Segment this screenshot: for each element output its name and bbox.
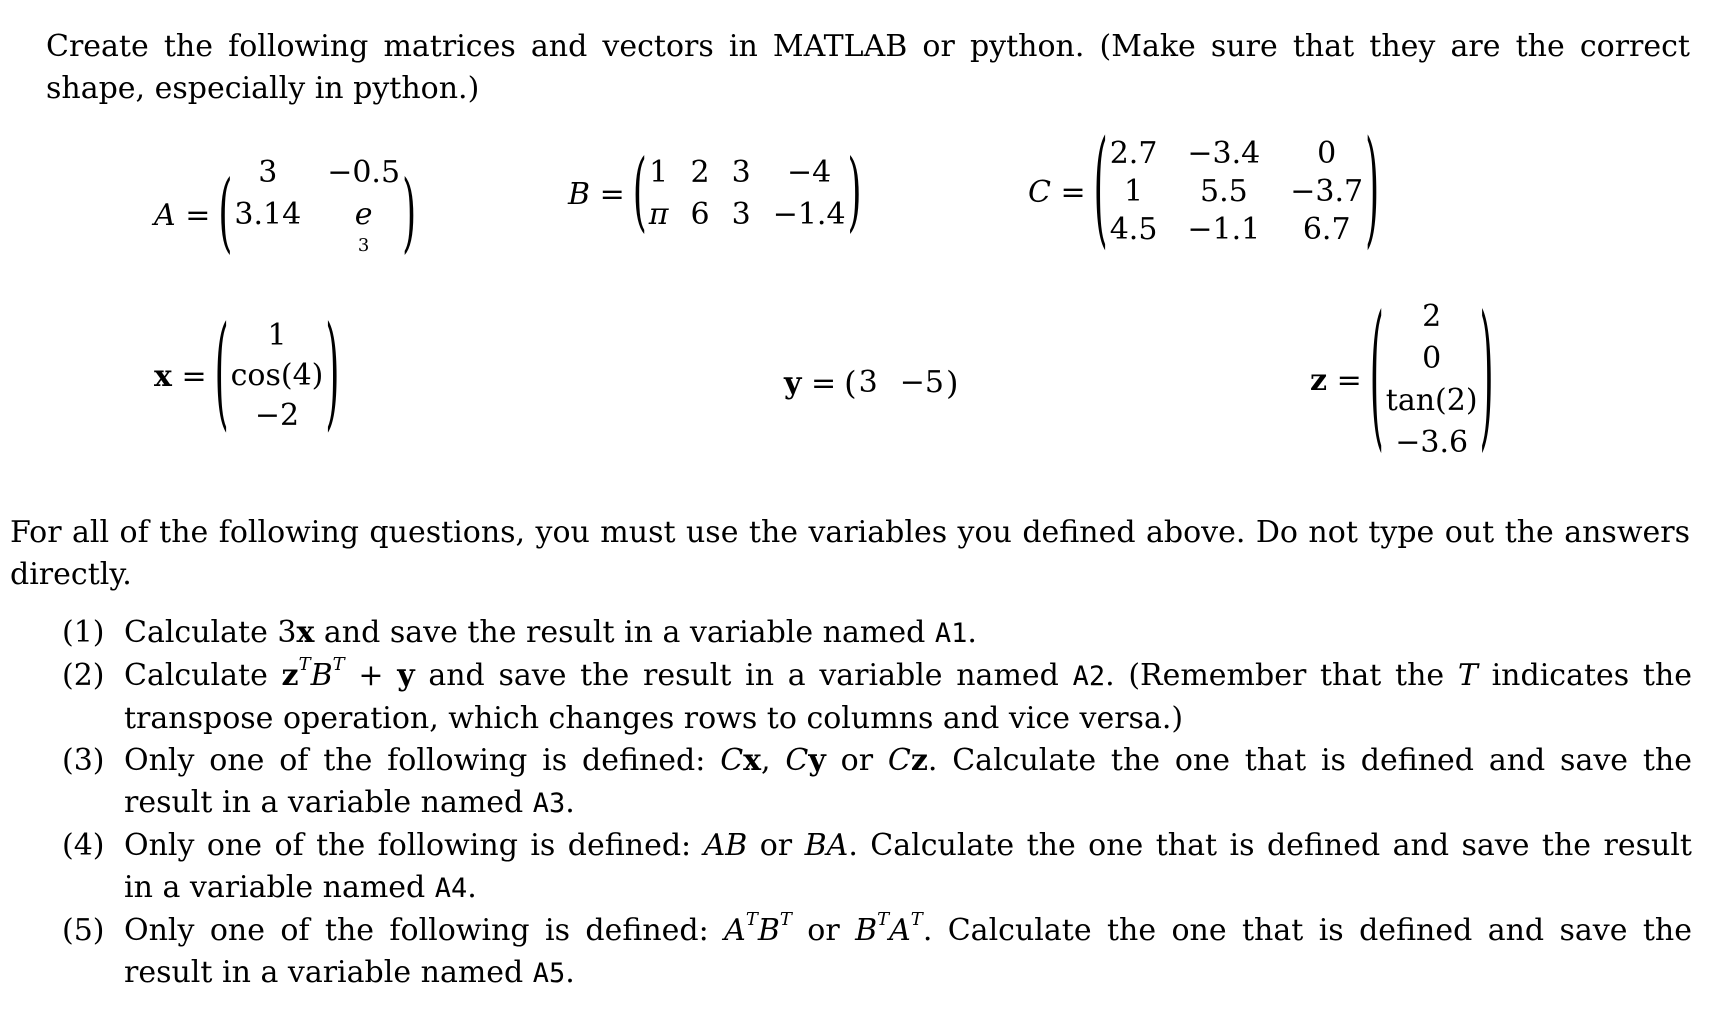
matrix-cell: 1 — [649, 155, 669, 190]
left-paren: ( — [632, 143, 647, 242]
variable-name: A2 — [1072, 661, 1106, 692]
matrix-cell: −3.4 — [1187, 136, 1261, 171]
matrix-cell: 2 — [690, 155, 710, 190]
matrix-cell: 3.14 — [234, 197, 302, 232]
equals-sign: = — [1336, 362, 1362, 398]
matrix-cell: 6 — [690, 197, 710, 232]
matrix-B-body — [649, 152, 846, 236]
question-list — [62, 612, 1692, 995]
left-paren: ( — [844, 364, 857, 402]
matrix-B-label: B — [568, 176, 591, 212]
vector-y — [784, 362, 958, 404]
intro-paragraph — [10, 26, 1690, 110]
left-paren: ( — [1369, 287, 1384, 468]
matrix-cell: 3 — [731, 197, 751, 232]
matrix-cell: −1.4 — [772, 197, 846, 232]
matrix-cell: 2.7 — [1109, 136, 1158, 171]
right-paren: ) — [402, 164, 417, 263]
left-paren: ( — [214, 304, 229, 444]
vector-y-label: y — [784, 365, 802, 401]
variable-name: A5 — [532, 958, 566, 989]
right-paren: ) — [1365, 118, 1380, 262]
instructions-line-1: For all of the following questions, you must use the variables you defined above. Do not type out the answers — [10, 515, 1690, 550]
question-1: (1) Calculate 3x and save the result in a variable named A1. — [62, 615, 977, 650]
intro-line-1: Create the following matrices and vectors in MATLAB or python. (Make sure that they are the correct — [46, 29, 1690, 64]
matrix-C — [1028, 118, 1380, 262]
matrix-cell: −1.1 — [1187, 212, 1261, 247]
vector-entry: −5 — [899, 365, 944, 400]
matrix-cell: −3.7 — [1290, 174, 1364, 209]
vector-x — [154, 304, 340, 444]
matrix-cell: 3 — [258, 155, 278, 190]
instructions-line-2: directly. — [10, 557, 132, 592]
vector-z-body — [1386, 296, 1478, 464]
vector-entry: 2 — [1422, 299, 1442, 334]
matrix-C-body — [1110, 135, 1363, 249]
question-3: (3) Only one of the following is defined: Cx, Cy or Cz. Calculate the one that is defined and save the result in a variable named A3. — [62, 743, 1692, 820]
vector-x-body — [231, 316, 324, 436]
matrix-cell: 3 — [731, 155, 751, 190]
matrix-A-label: A — [154, 197, 176, 233]
matrix-cell: −0.5 — [327, 155, 401, 190]
matrix-cell: 0 — [1317, 136, 1337, 171]
vector-entry: 1 — [267, 318, 287, 353]
matrix-cell: 4.5 — [1109, 212, 1158, 247]
right-paren: ) — [847, 143, 862, 242]
vector-entry: tan(2) — [1385, 383, 1478, 418]
right-paren: ) — [325, 304, 340, 444]
equals-sign: = — [1060, 174, 1086, 210]
instructions-paragraph — [10, 512, 1690, 596]
matrix-C-label: C — [1028, 174, 1051, 210]
matrix-cell: 6.7 — [1302, 212, 1351, 247]
matrix-cell: 1 — [1124, 174, 1144, 209]
right-paren: ) — [945, 364, 959, 402]
left-paren: ( — [1093, 118, 1108, 262]
variable-name: A1 — [934, 618, 968, 649]
question-4: (4) Only one of the following is defined: AB or BA. Calculate the one that is defined and save the result in a variable named A4. — [62, 828, 1692, 905]
matrix-cell: e $^3$ — [354, 197, 373, 256]
equals-sign: = — [810, 365, 837, 401]
vector-entry: 0 — [1422, 341, 1442, 376]
variable-name: A3 — [532, 788, 566, 819]
vector-y-body — [859, 362, 944, 404]
equals-sign: = — [181, 358, 207, 394]
intro-line-2: shape, especially in python.) — [46, 71, 480, 106]
matrix-A — [154, 152, 416, 278]
vector-z — [1310, 287, 1494, 468]
vector-entry: 3 — [858, 365, 878, 400]
left-paren: ( — [218, 164, 233, 263]
variable-name: A4 — [434, 873, 468, 904]
vector-z-label: z — [1310, 362, 1328, 398]
matrix-cell: 5.5 — [1199, 174, 1248, 209]
matrix-cell: −4 — [787, 155, 832, 190]
matrix-B — [568, 143, 862, 242]
vector-entry: −2 — [254, 398, 300, 433]
equals-sign: = — [185, 197, 211, 233]
matrix-A-body — [234, 152, 400, 278]
right-paren: ) — [1479, 287, 1494, 468]
vector-entry: cos(4) — [230, 358, 324, 393]
question-5: (5) Only one of the following is defined: $A^TB^T$ or $B^TA^T$. Calculate the one that is defined and save the result in a variable named A5. — [62, 909, 1692, 990]
matrix-cell: π — [648, 197, 669, 232]
vector-entry: −3.6 — [1395, 425, 1469, 460]
vector-x-label: x — [154, 358, 172, 394]
equals-sign: = — [599, 176, 625, 212]
question-2: (2) Calculate $z^TB^T + y$ and save the result in a variable named A2. (Remember that the T indicates the transpose operation, which changes rows to columns and vice versa.) — [62, 654, 1693, 736]
